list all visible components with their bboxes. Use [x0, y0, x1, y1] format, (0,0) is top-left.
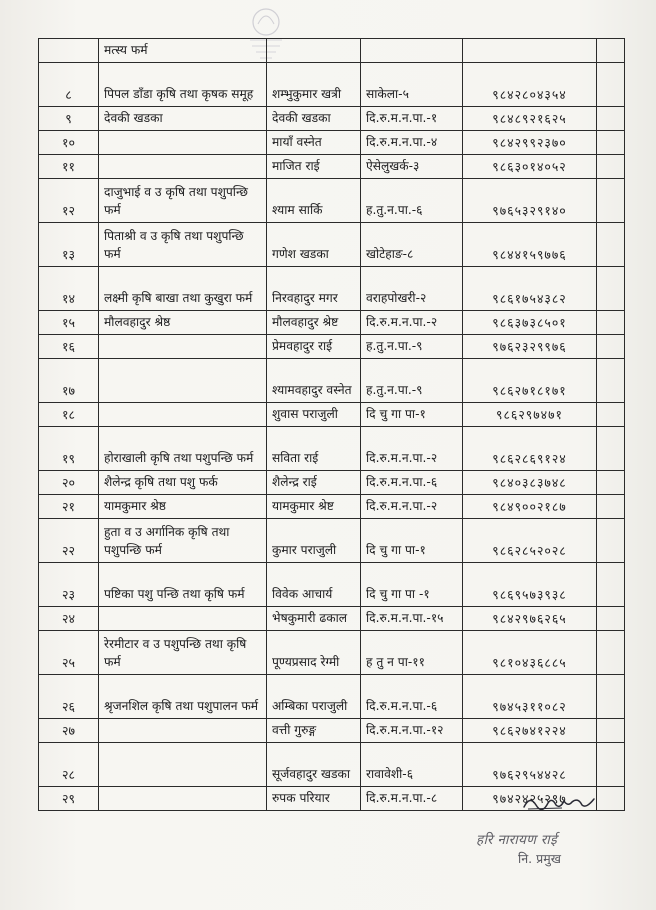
phone-cell: ९८६२७१८१७१	[463, 359, 597, 403]
farmer-list-table	[38, 38, 625, 811]
blank-cell	[597, 743, 625, 787]
address-cell: दि.रु.म.न.पा.-८	[361, 787, 463, 811]
phone-cell: ९८६२९७४७१	[463, 403, 597, 427]
serial-number-cell: ८	[39, 63, 99, 107]
blank-cell	[597, 223, 625, 267]
table-row	[39, 427, 625, 471]
table-row	[39, 495, 625, 519]
farm-name-cell: रेरमीटार व उ पशुपन्छि तथा कृषि फर्म	[99, 631, 267, 675]
serial-number-cell: २२	[39, 519, 99, 563]
farm-name-cell: श्रृजनशिल कृषि तथा पशुपालन फर्म	[99, 675, 267, 719]
table-row	[39, 631, 625, 675]
table-row	[39, 107, 625, 131]
phone-cell: ९८४४१५९७७६	[463, 223, 597, 267]
blank-cell	[597, 107, 625, 131]
signatory-title: नि. प्रमुख	[518, 851, 561, 866]
table-row	[39, 719, 625, 743]
phone-cell: ९८४०३८३७४८	[463, 471, 597, 495]
blank-cell	[597, 267, 625, 311]
table-row	[39, 223, 625, 267]
table-row	[39, 155, 625, 179]
farm-name-cell: देवकी खडका	[99, 107, 267, 131]
farm-name-cell: दाजुभाई व उ कृषि तथा पशुपन्छि फर्म	[99, 179, 267, 223]
farm-name-cell	[99, 155, 267, 179]
handwritten-signature	[522, 793, 598, 813]
farm-name-cell: लक्ष्मी कृषि बाखा तथा कुखुरा फर्म	[99, 267, 267, 311]
address-cell: दि चु गा पा-१	[361, 403, 463, 427]
phone-cell: ९८६२८६९१२४	[463, 427, 597, 471]
table-row	[39, 267, 625, 311]
blank-cell	[597, 335, 625, 359]
address-cell: दि.रु.म.न.पा.-१५	[361, 607, 463, 631]
address-cell: दि चु गा पा-१	[361, 519, 463, 563]
person-name-cell: विवेक आचार्य	[267, 563, 361, 607]
person-name-cell: भेषकुमारी ढकाल	[267, 607, 361, 631]
serial-number-cell: १७	[39, 359, 99, 403]
phone-cell: ९७६२३२९९७६	[463, 335, 597, 359]
phone-cell: ९८६३०१४०५२	[463, 155, 597, 179]
farm-name-cell: यामकुमार श्रेष्ठ	[99, 495, 267, 519]
person-name-cell: श्याम सार्कि	[267, 179, 361, 223]
person-name-cell: शुवास पराजुली	[267, 403, 361, 427]
person-name-cell: पूण्यप्रसाद रेग्मी	[267, 631, 361, 675]
person-name-cell: यामकुमार श्रेष्ट	[267, 495, 361, 519]
phone-cell: ९७६५३२९१४०	[463, 179, 597, 223]
blank-cell	[597, 63, 625, 107]
phone-cell: ९८६३७३८५०१	[463, 311, 597, 335]
serial-number-cell: १४	[39, 267, 99, 311]
person-name-cell: निरवहादुर मगर	[267, 267, 361, 311]
blank-cell	[597, 131, 625, 155]
farm-name-cell: पिपल डाँडा कृषि तथा कृषक समूह	[99, 63, 267, 107]
table-row	[39, 471, 625, 495]
blank-cell	[597, 311, 625, 335]
farm-name-cell	[99, 719, 267, 743]
farm-name-cell	[99, 607, 267, 631]
phone-cell: ९८६९५७३९३८	[463, 563, 597, 607]
person-name-cell: कुमार पराजुली	[267, 519, 361, 563]
address-cell: दि.रु.म.न.पा.-१	[361, 107, 463, 131]
blank-cell	[597, 787, 625, 811]
serial-number-cell: १०	[39, 131, 99, 155]
serial-number-cell: १२	[39, 179, 99, 223]
phone-cell: ९७४२४२५२९७	[463, 787, 597, 811]
blank-cell	[597, 719, 625, 743]
table-row	[39, 311, 625, 335]
table-row	[39, 359, 625, 403]
farm-name-cell	[99, 787, 267, 811]
phone-cell: ९८१०४३६८८५	[463, 631, 597, 675]
person-name-cell: शम्भुकुमार खत्री	[267, 63, 361, 107]
farm-name-cell	[99, 335, 267, 359]
person-name-cell: माजित राई	[267, 155, 361, 179]
person-name-cell: सविता राई	[267, 427, 361, 471]
farm-name-cell: होराखाली कृषि तथा पशुपन्छि फर्म	[99, 427, 267, 471]
blank-cell	[597, 155, 625, 179]
blank-cell	[597, 471, 625, 495]
address-cell: दि.रु.म.न.पा.-६	[361, 471, 463, 495]
person-name-cell: अम्बिका पराजुली	[267, 675, 361, 719]
blank-cell	[597, 563, 625, 607]
address-cell: दि.रु.म.न.पा.-१२	[361, 719, 463, 743]
table-row	[39, 39, 625, 63]
address-cell: ऐसेलुखर्क-३	[361, 155, 463, 179]
person-name-cell: वत्ती गुरुङ्ग	[267, 719, 361, 743]
blank-cell	[597, 607, 625, 631]
address-cell: ह.तु.न.पा.-९	[361, 335, 463, 359]
person-name-cell: श्यामवहादुर वस्नेत	[267, 359, 361, 403]
farm-name-cell: शैलेन्द्र कृषि तथा पशु फर्क	[99, 471, 267, 495]
blank-cell	[597, 403, 625, 427]
farm-name-cell: पष्टिका पशु पन्छि तथा कृषि फर्म	[99, 563, 267, 607]
person-name-cell	[267, 39, 361, 63]
person-name-cell: देवकी खडका	[267, 107, 361, 131]
phone-cell: ९८६२८५२०२८	[463, 519, 597, 563]
farm-name-cell: पिताश्री व उ कृषि तथा पशुपन्छि फर्म	[99, 223, 267, 267]
serial-number-cell: २७	[39, 719, 99, 743]
blank-cell	[597, 495, 625, 519]
serial-number-cell: १९	[39, 427, 99, 471]
serial-number-cell: १८	[39, 403, 99, 427]
table-row	[39, 403, 625, 427]
farm-name-cell	[99, 359, 267, 403]
address-cell: रावावेशी-६	[361, 743, 463, 787]
serial-number-cell: २४	[39, 607, 99, 631]
farm-name-cell: हुता व उ अर्गानिक कृषि तथा पशुपन्छि फर्म	[99, 519, 267, 563]
table-row	[39, 675, 625, 719]
address-cell: दि.रु.म.न.पा.-२	[361, 311, 463, 335]
address-cell	[361, 39, 463, 63]
address-cell: ह.तु.न.पा.-९	[361, 359, 463, 403]
address-cell: खोटेहाङ-८	[361, 223, 463, 267]
serial-number-cell: २०	[39, 471, 99, 495]
phone-cell: ९७६२९५४४२८	[463, 743, 597, 787]
serial-number-cell: २१	[39, 495, 99, 519]
person-name-cell: गणेश खडका	[267, 223, 361, 267]
blank-cell	[597, 179, 625, 223]
person-name-cell: रुपक परियार	[267, 787, 361, 811]
address-cell: दि.रु.म.न.पा.-२	[361, 427, 463, 471]
address-cell: ह तु न पा-११	[361, 631, 463, 675]
serial-number-cell: ९	[39, 107, 99, 131]
serial-number-cell: २३	[39, 563, 99, 607]
blank-cell	[597, 359, 625, 403]
table-row	[39, 743, 625, 787]
table-row	[39, 131, 625, 155]
address-cell: साकेला-५	[361, 63, 463, 107]
serial-number-cell: १६	[39, 335, 99, 359]
serial-number-cell: १५	[39, 311, 99, 335]
farm-name-cell	[99, 743, 267, 787]
table-row	[39, 563, 625, 607]
phone-cell: ९८४२९९२३७०	[463, 131, 597, 155]
serial-number-cell: २५	[39, 631, 99, 675]
serial-number-cell	[39, 39, 99, 63]
serial-number-cell: २६	[39, 675, 99, 719]
table-row	[39, 519, 625, 563]
table-row	[39, 607, 625, 631]
phone-cell: ९८६१७५४३८२	[463, 267, 597, 311]
blank-cell	[597, 631, 625, 675]
person-name-cell: मायाँ वस्नेत	[267, 131, 361, 155]
signatory-name: हरि नारायण राई	[476, 832, 558, 848]
person-name-cell: सूर्जवहादुर खडका	[267, 743, 361, 787]
farm-name-cell	[99, 403, 267, 427]
phone-cell	[463, 39, 597, 63]
farm-name-cell: मौलवहादुर श्रेष्ठ	[99, 311, 267, 335]
serial-number-cell: २९	[39, 787, 99, 811]
address-cell: दि चु गा पा -१	[361, 563, 463, 607]
table-row	[39, 63, 625, 107]
blank-cell	[597, 519, 625, 563]
serial-number-cell: ११	[39, 155, 99, 179]
blank-cell	[597, 675, 625, 719]
address-cell: ह.तु.न.पा.-६	[361, 179, 463, 223]
address-cell: वराहपोखरी-२	[361, 267, 463, 311]
phone-cell: ९८४९००२१८७	[463, 495, 597, 519]
table-row	[39, 179, 625, 223]
phone-cell: ९८४२९७६२६५	[463, 607, 597, 631]
serial-number-cell: २८	[39, 743, 99, 787]
person-name-cell: प्रेमवहादुर राई	[267, 335, 361, 359]
address-cell: दि.रु.म.न.पा.-२	[361, 495, 463, 519]
blank-cell	[597, 39, 625, 63]
person-name-cell: मौलवहादुर श्रेष्ट	[267, 311, 361, 335]
blank-cell	[597, 427, 625, 471]
table-row	[39, 335, 625, 359]
address-cell: दि.रु.म.न.पा.-६	[361, 675, 463, 719]
phone-cell: ९८४८९२१६२५	[463, 107, 597, 131]
farm-name-cell	[99, 131, 267, 155]
farm-name-cell: मत्स्य फर्म	[99, 39, 267, 63]
phone-cell: ९८४२८०४३५४	[463, 63, 597, 107]
serial-number-cell: १३	[39, 223, 99, 267]
phone-cell: ९७४५३११०८२	[463, 675, 597, 719]
person-name-cell: शैलेन्द्र राई	[267, 471, 361, 495]
phone-cell: ९८६२७४१२२४	[463, 719, 597, 743]
address-cell: दि.रु.म.न.पा.-४	[361, 131, 463, 155]
